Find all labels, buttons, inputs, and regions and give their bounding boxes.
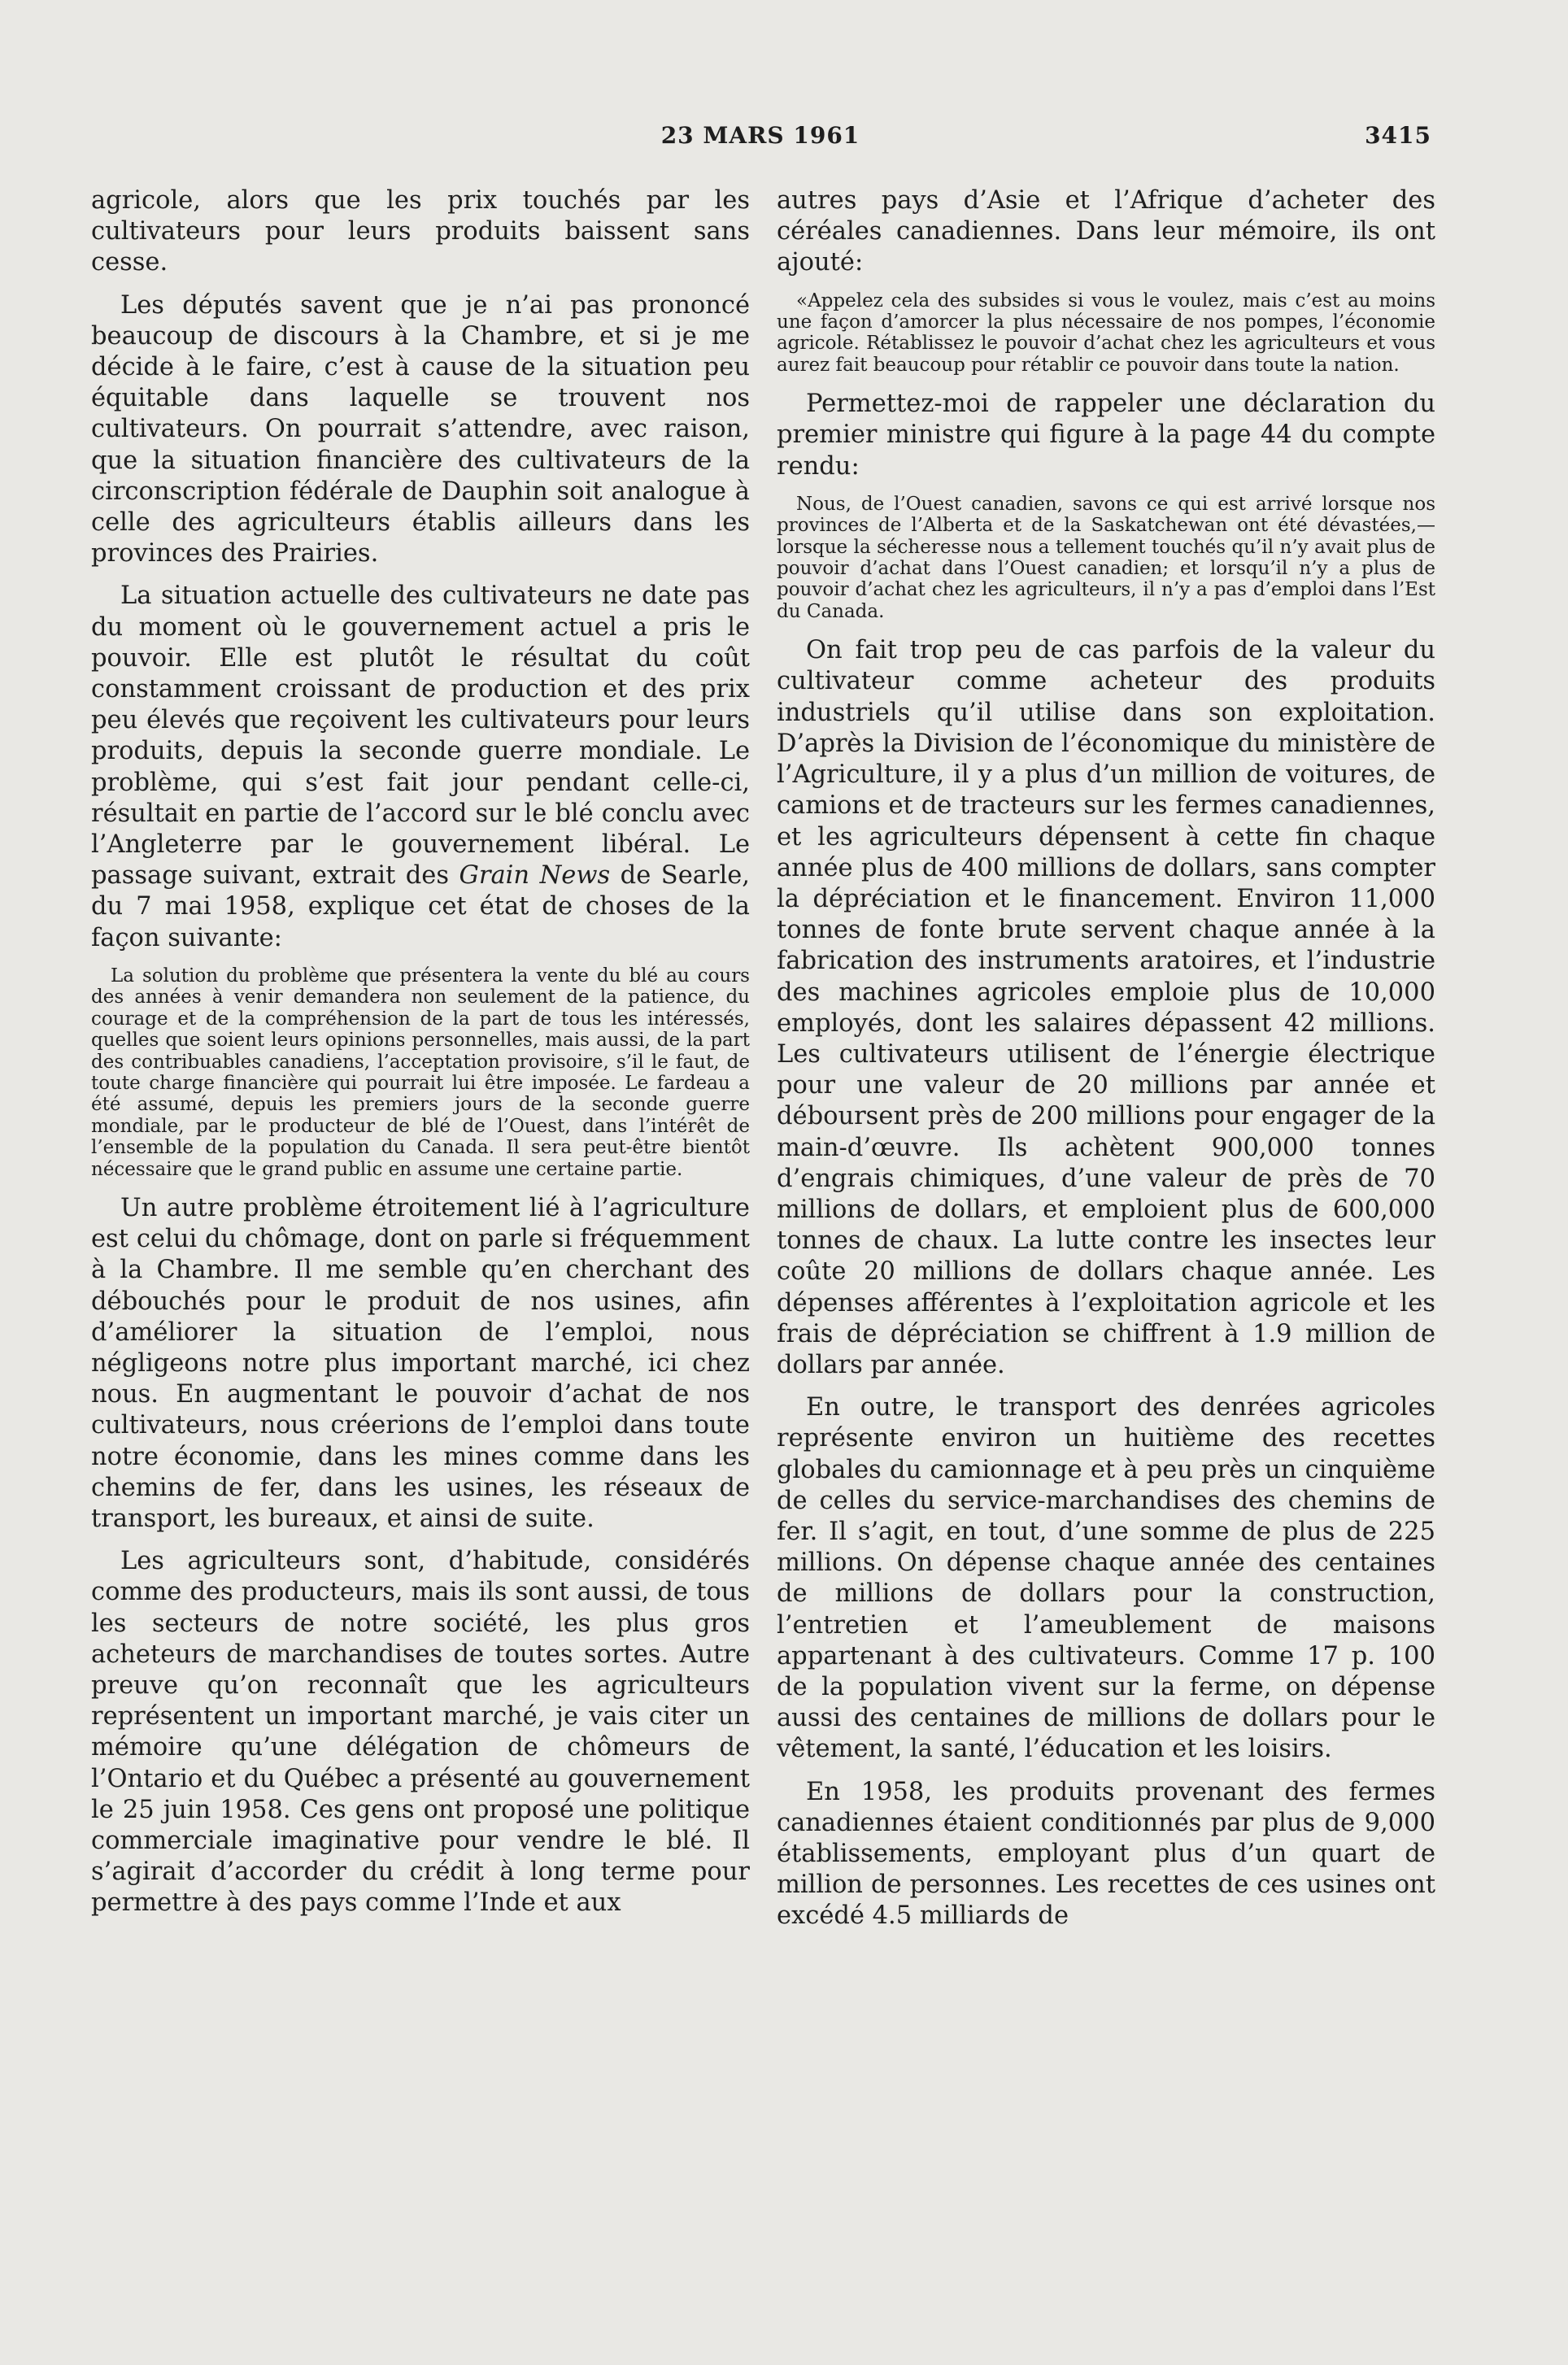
block-quote: La solution du problème que présentera la vente du blé au cours des années à venir demandera non seulement de la patience, du courage et de la compréhension de la part de tous les intéressés, quelles que soient leurs opinions personnelles, mais aussi, de la part des contribuables canadiens, l’acceptation provisoire, s’il le faut, de toute charge financière qui pourrait lui être imposée. Le fardeau a été assumé, depuis les premiers jours de la seconde guerre mondiale, par le producteur de blé de l’Ouest, dans l’intérêt de l’ensemble de la population du Canada. Il sera peut-être bientôt nécessaire que le grand public en assume une certaine partie.	[91, 965, 750, 1180]
page-number: 3415	[1365, 122, 1431, 149]
paragraph-text: de Searle, du 7 mai 1958, explique cet état de choses de la façon suivante:	[91, 861, 751, 952]
block-quote: «Appelez cela des subsides si vous le voulez, mais c’est au moins une façon d’amorcer la plus nécessaire de nos pompes, l’économie agricole. Rétablissez le pouvoir d’achat chez les agriculteurs et vous aurez fait beaucoup pour rétablir ce pouvoir dans toute la nation.	[777, 290, 1435, 376]
right-column	[777, 185, 1435, 1944]
page-header	[89, 122, 1431, 163]
paragraph: Un autre problème étroitement lié à l’agriculture est celui du chômage, dont on parle si fréquemment à la Chambre. Il me semble qu’en cherchant des débouchés pour le produit de nos usines, afin d’améliorer la situation de l’emploi, nous négligeons notre plus important marché, ici chez nous. En augmentant le pouvoir d’achat de nos cultivateurs, nous créerions de l’emploi dans toute notre économie, dans les mines comme dans les chemins de fer, dans les usines, les réseaux de transport, les bureaux, et ainsi de suite.	[91, 1193, 750, 1533]
paragraph: autres pays d’Asie et l’Afrique d’acheter des céréales canadiennes. Dans leur mémoire, ils ont ajouté:	[777, 186, 1435, 277]
block-quote: Nous, de l’Ouest canadien, savons ce qui est arrivé lorsque nos provinces de l’Alberta et de la Saskatchewan ont été dévastées,—lorsque la sécheresse nous a tellement touchés qu’il n’y avait plus de pouvoir d’achat dans l’Ouest canadien; et lorsqu’il n’y a plus de pouvoir d’achat chez les agriculteurs, il n’y a pas d’emploi dans l’Est du Canada.	[777, 493, 1435, 622]
paragraph: agricole, alors que les prix touchés par les cultivateurs pour leurs produits baissent sans cesse.	[91, 186, 750, 277]
publication-title: Grain News	[459, 861, 611, 891]
left-column	[91, 185, 750, 1931]
paragraph: Les agriculteurs sont, d’habitude, considérés comme des producteurs, mais ils sont aussi, de tous les secteurs de notre société, les plus gros acheteurs de marchandises de toutes sortes. Autre preuve qu’on reconnaît que les agriculteurs représentent un important marché, je vais citer un mémoire qu’une délégation de chômeurs de l’Ontario et du Québec a présenté au gouvernement le 25 juin 1958. Ces gens ont proposé une politique commerciale imaginative pour vendre le blé. Il s’agirait d’accorder du crédit à long terme pour permettre à des pays comme l’Inde et aux	[91, 1547, 750, 1918]
paragraph: Les députés savent que je n’ai pas prononcé beaucoup de discours à la Chambre, et si je me décide à le faire, c’est à cause de la situation peu équitable dans laquelle se trouvent nos cultivateurs. On pourrait s’attendre, avec raison, que la situation financière des cultivateurs de la circonscription fédérale de Dauphin soit analogue à celle des agriculteurs établis ailleurs dans les provinces des Prairies.	[91, 290, 750, 568]
paragraph	[91, 581, 750, 953]
paragraph: Permettez-moi de rappeler une déclaration du premier ministre qui figure à la page 44 du compte rendu:	[777, 390, 1435, 481]
paragraph: En outre, le transport des denrées agricoles représente environ un huitième des recettes globales du camionnage et à peu près un cinquième de celles du service-marchandises des chemins de fer. Il s’agit, en tout, d’une somme de plus de 225 millions. On dépense chaque année des centaines de millions de dollars pour la construction, l’entretien et l’ameublement de maisons appartenant à des cultivateurs. Comme 17 p. 100 de la population vivent sur la ferme, on dépense aussi des centaines de millions de dollars pour le vêtement, la santé, l’éducation et les loisirs.	[777, 1393, 1435, 1764]
paragraph: En 1958, les produits provenant des fermes canadiennes étaient conditionnés par plus de 9,000 établissements, employant plus d’un quart de million de personnes. Les recettes de ces usines ont excédé 4.5 milliards de	[777, 1777, 1435, 1931]
paragraph-text: La situation actuelle des cultivateurs ne date pas du moment où le gouvernement actuel a pris le pouvoir. Elle est plutôt le résultat du coût constamment croissant de production et des prix peu élevés que reçoivent les cultivateurs pour leurs produits, depuis la seconde guerre mondiale. Le problème, qui s’est fait jour pendant celle-ci, résultait en partie de l’accord sur le blé conclu avec l’Angleterre par le gouvernement libéral. Le passage suivant, extrait des	[91, 581, 750, 891]
paragraph: On fait trop peu de cas parfois de la valeur du cultivateur comme acheteur des produits industriels qu’il utilise dans son exploitation. D’après la Division de l’économique du ministère de l’Agriculture, il y a plus d’un million de voitures, de camions et de tracteurs sur les fermes canadiennes, et les agriculteurs dépensent à cette fin chaque année plus de 400 millions de dollars, sans compter la dépréciation et le financement. Environ 11,000 tonnes de fonte brute servent chaque année à la fabrication des instruments aratoires, et l’industrie des machines agricoles emploie plus de 10,000 employés, dont les salaires dépassent 42 millions. Les cultivateurs utilisent de l’énergie électrique pour une valeur de 20 millions par année et déboursent près de 200 millions pour engager de la main-d’œuvre. Ils achètent 900,000 tonnes d’engrais chimiques, d’une valeur de près de 70 millions de dollars, et emploient plus de 600,000 tonnes de chaux. La lutte contre les insectes leur coûte 20 millions de dollars chaque année. Les dépenses afférentes à l’exploitation agricole et les frais de dépréciation se chiffrent à 1.9 million de dollars par année.	[777, 636, 1435, 1379]
header-date: 23 MARS 1961	[660, 122, 860, 149]
